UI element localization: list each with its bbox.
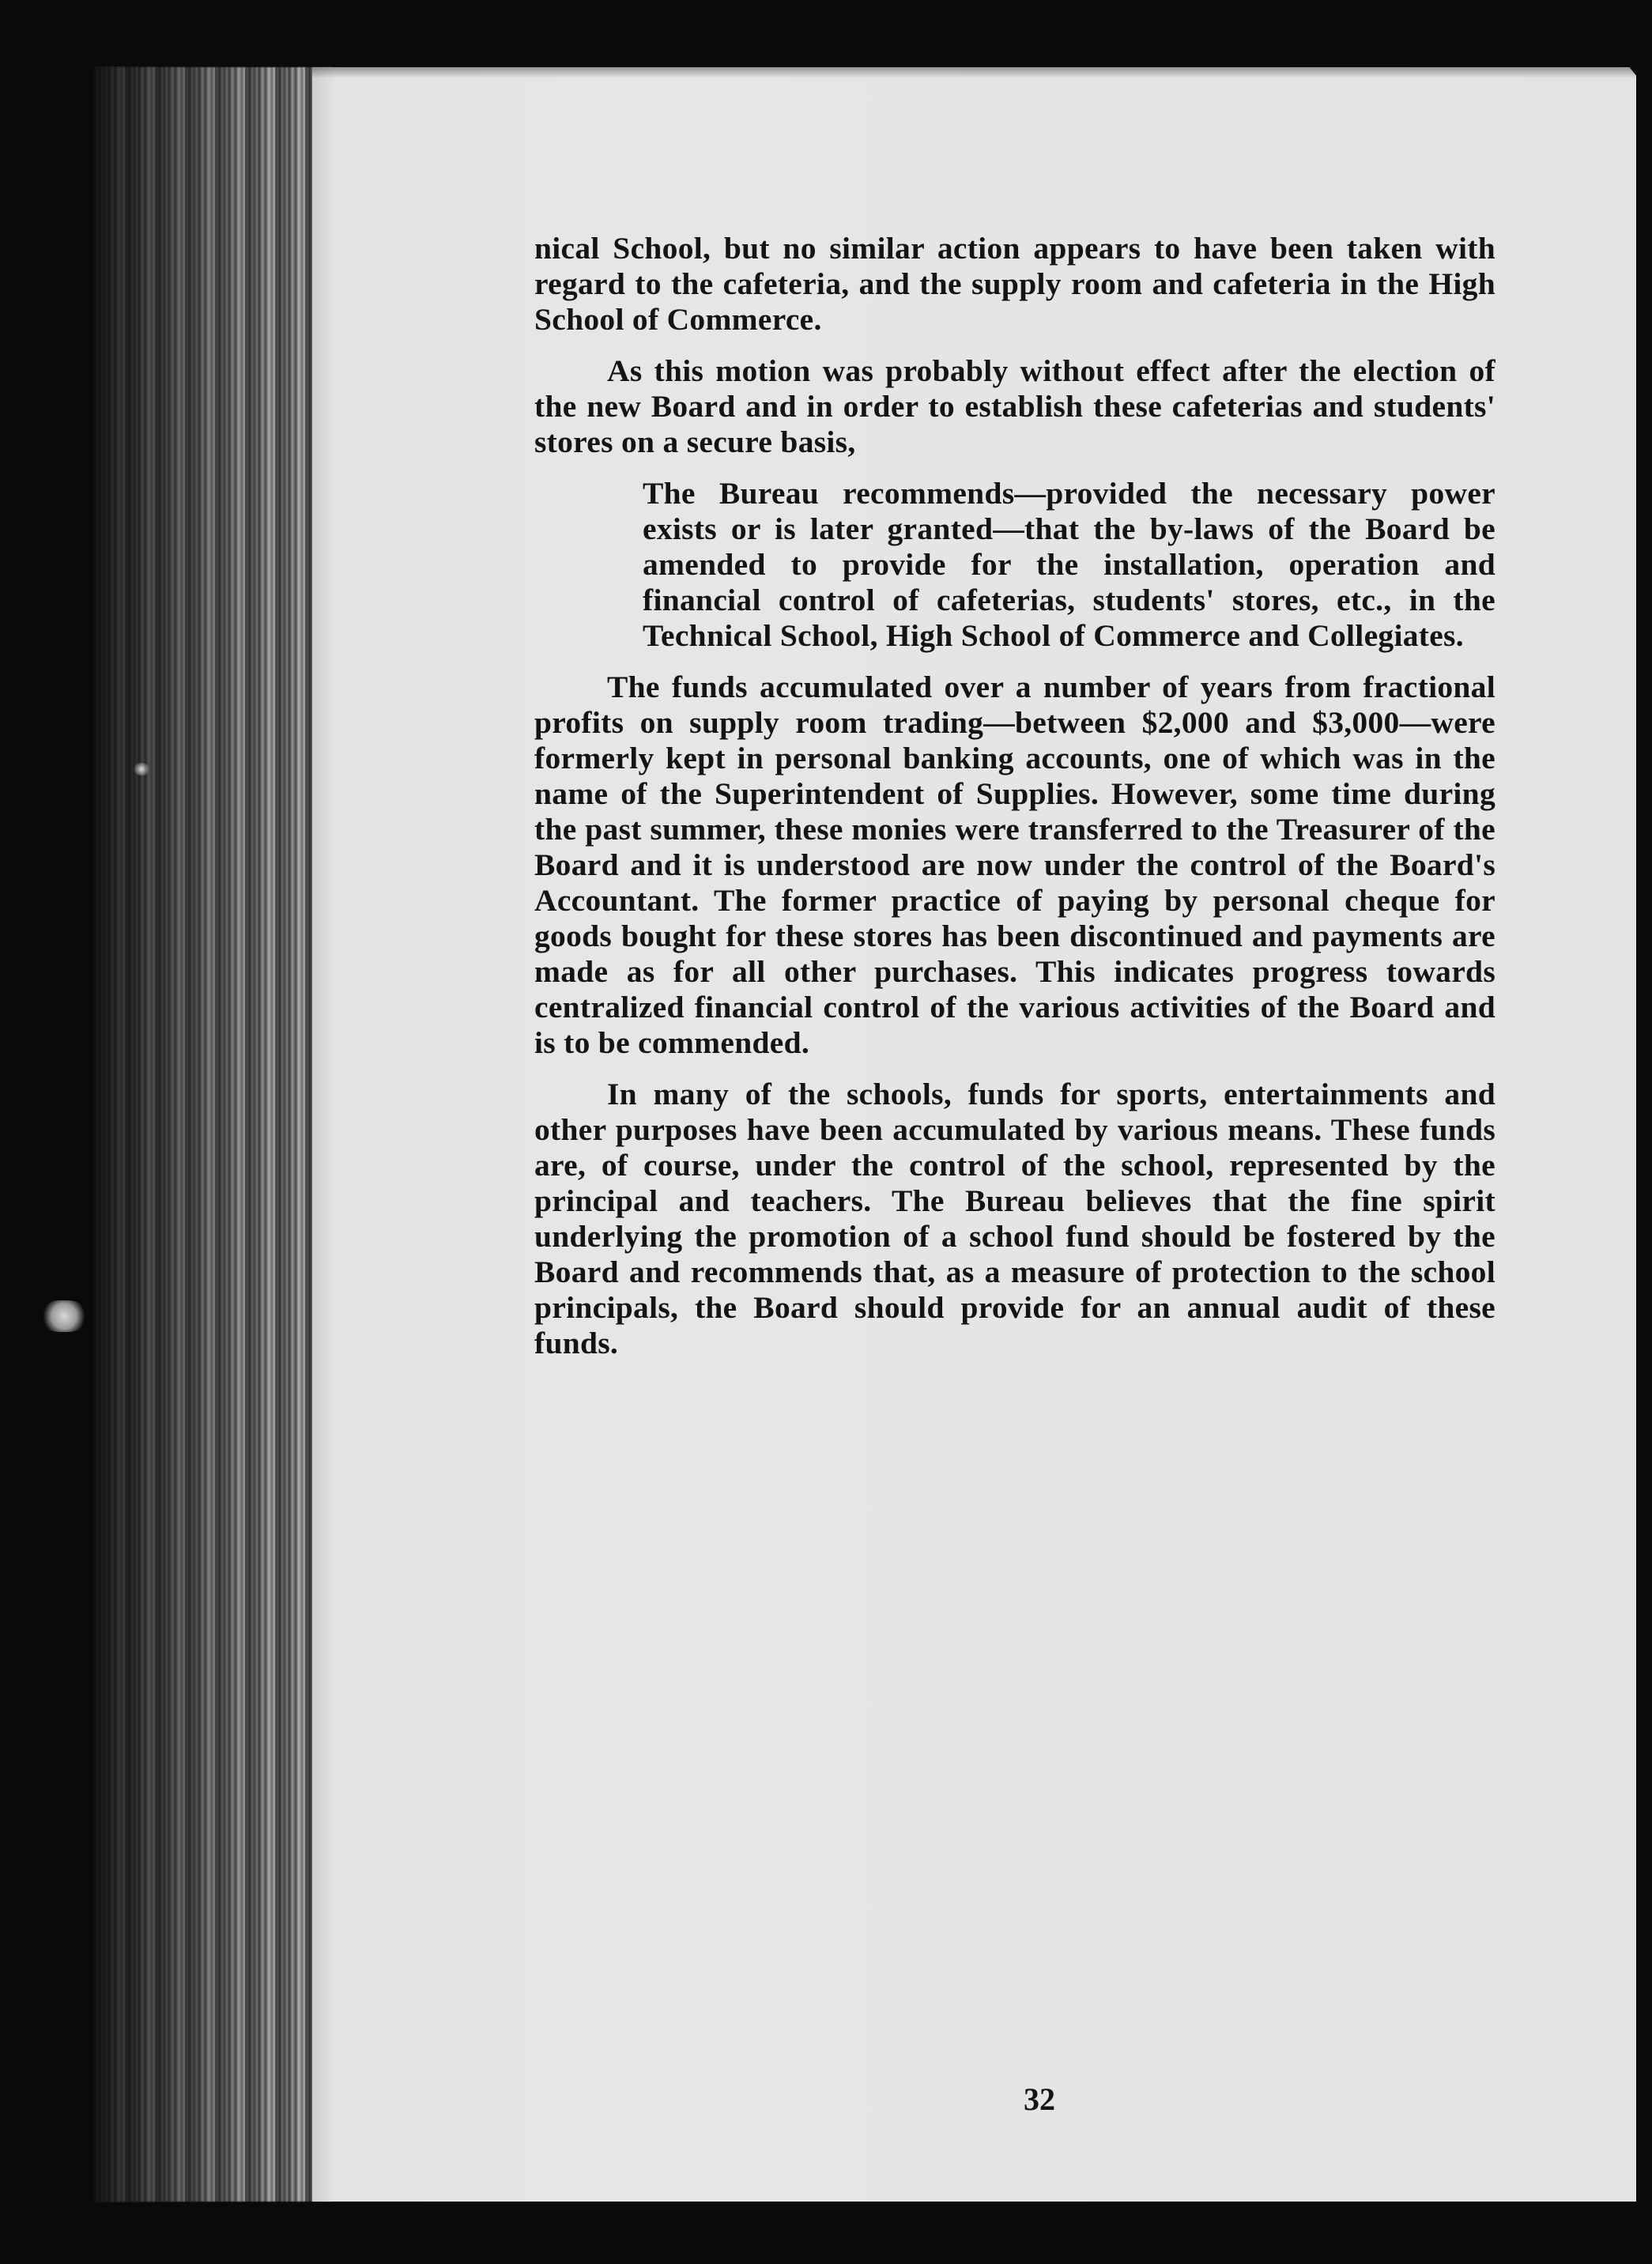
recommendation-block: The Bureau recommends—provided the necessary power exists or is later granted—that the by-laws of the Board be amended to provide for the installation, operation and financial control of cafeterias, students' stores, etc., in the Technical School, High School of Commerce and Collegiates.	[643, 476, 1495, 653]
paragraph-funds: The funds accumulated over a number of years from fractional profits on supply room trading—between $2,000 and $3,000—were formerly kept in personal banking accounts, one of which was in the name of the Superintendent of Supplies. However, some time during the past summer, these monies were transferred to the Treasurer of the Board and it is understood are now under the control of the Board's Accountant. The former practice of paying by personal cheque for goods bought for these stores has been discontinued and payments are made as for all other purchases. This indicates progress towards centralized financial control of the various activities of the Board and is to be commended.	[534, 670, 1495, 1060]
paragraph-motion: As this motion was probably without effect after the election of the new Board and in order to establish these cafeterias and students' stores on a secure basis,	[534, 353, 1495, 459]
paragraph-school-funds: In many of the schools, funds for sports, entertainments and other purposes have been accumulated by various means. These funds are, of course, under the control of the school, represented by the principal and teachers. The Bureau believes that the fine spirit underlying the promotion of a school fund should be fostered by the Board and recommends that, as a measure of protection to the school principals, the Board should provide for an annual audit of these funds.	[534, 1077, 1495, 1360]
scan-smudge	[41, 1300, 87, 1332]
paragraph-continuation: nical School, but no similar action appears to have been taken with regard to the cafeteria, and the supply room and cafeteria in the High School of Commerce.	[534, 231, 1495, 337]
body-text	[534, 231, 1495, 1361]
scan-speck	[133, 763, 150, 775]
page-number: 32	[1024, 2081, 1055, 2117]
page-top-shadow	[312, 67, 1636, 78]
binding-shadow	[95, 67, 277, 2202]
